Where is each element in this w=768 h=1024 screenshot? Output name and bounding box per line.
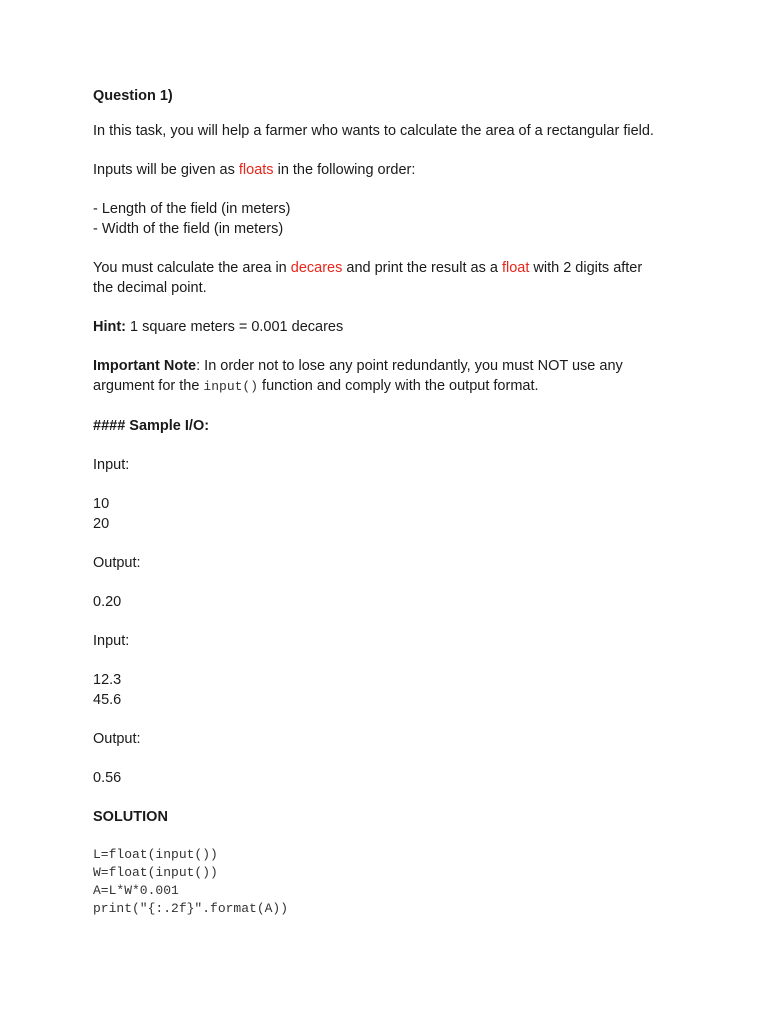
sample2-input-value: 45.6 xyxy=(93,692,122,708)
code-line: print("{:.2f}".format(A)) xyxy=(93,901,289,916)
calc-paragraph-line1 xyxy=(93,258,693,278)
note-text: : In order not to lose any point redundantly, you must NOT use any xyxy=(196,358,623,374)
sample1-input-label: Input: xyxy=(93,457,130,473)
sample2-output-value: 0.56 xyxy=(93,770,122,786)
note-text-post: function and comply with the output format. xyxy=(258,378,539,394)
inputs-pre-text: Inputs will be given as xyxy=(93,162,239,178)
sample2-input-label: Input: xyxy=(93,633,130,649)
sample1-output-label: Output: xyxy=(93,555,141,571)
note-label: Important Note xyxy=(93,358,197,374)
hint-label: Hint: xyxy=(93,319,127,335)
input-function-code: input() xyxy=(203,379,259,394)
document-page xyxy=(93,86,693,918)
note-paragraph-line2 xyxy=(93,376,693,397)
calc-pre-text: You must calculate the area in xyxy=(93,260,291,276)
calc-mid-text: and print the result as a xyxy=(342,260,502,276)
hint-paragraph xyxy=(93,317,693,337)
sample2-input-value: 12.3 xyxy=(93,672,122,688)
intro-paragraph: In this task, you will help a farmer who wants to calculate the area of a rectangular field. xyxy=(93,123,654,139)
sample1-input-value: 10 xyxy=(93,496,110,512)
note-text-pre: argument for the xyxy=(93,378,204,394)
sample-io-heading: #### Sample I/O: xyxy=(93,418,210,434)
sample1-output-value: 0.20 xyxy=(93,594,122,610)
note-paragraph-line1 xyxy=(93,356,693,376)
hint-text: 1 square meters = 0.001 decares xyxy=(126,319,344,335)
float-highlight: float xyxy=(501,260,530,276)
inputs-paragraph xyxy=(93,160,693,180)
code-line: W=float(input()) xyxy=(93,865,218,880)
code-line: A=L*W*0.001 xyxy=(93,883,179,898)
code-line: L=float(input()) xyxy=(93,847,218,862)
calc-post-text: with 2 digits after xyxy=(529,260,643,276)
sample2-output-label: Output: xyxy=(93,731,141,747)
solution-code-block xyxy=(93,846,693,918)
floats-highlight: floats xyxy=(238,162,274,178)
sample1-input-value: 20 xyxy=(93,516,110,532)
input-list-item-width: - Width of the field (in meters) xyxy=(93,221,284,237)
calc-paragraph-line2: the decimal point. xyxy=(93,280,207,296)
decares-highlight: decares xyxy=(290,260,343,276)
solution-heading: SOLUTION xyxy=(93,809,168,825)
question-heading: Question 1) xyxy=(93,88,173,104)
input-list-item-length: - Length of the field (in meters) xyxy=(93,201,291,217)
inputs-post-text: in the following order: xyxy=(273,162,416,178)
